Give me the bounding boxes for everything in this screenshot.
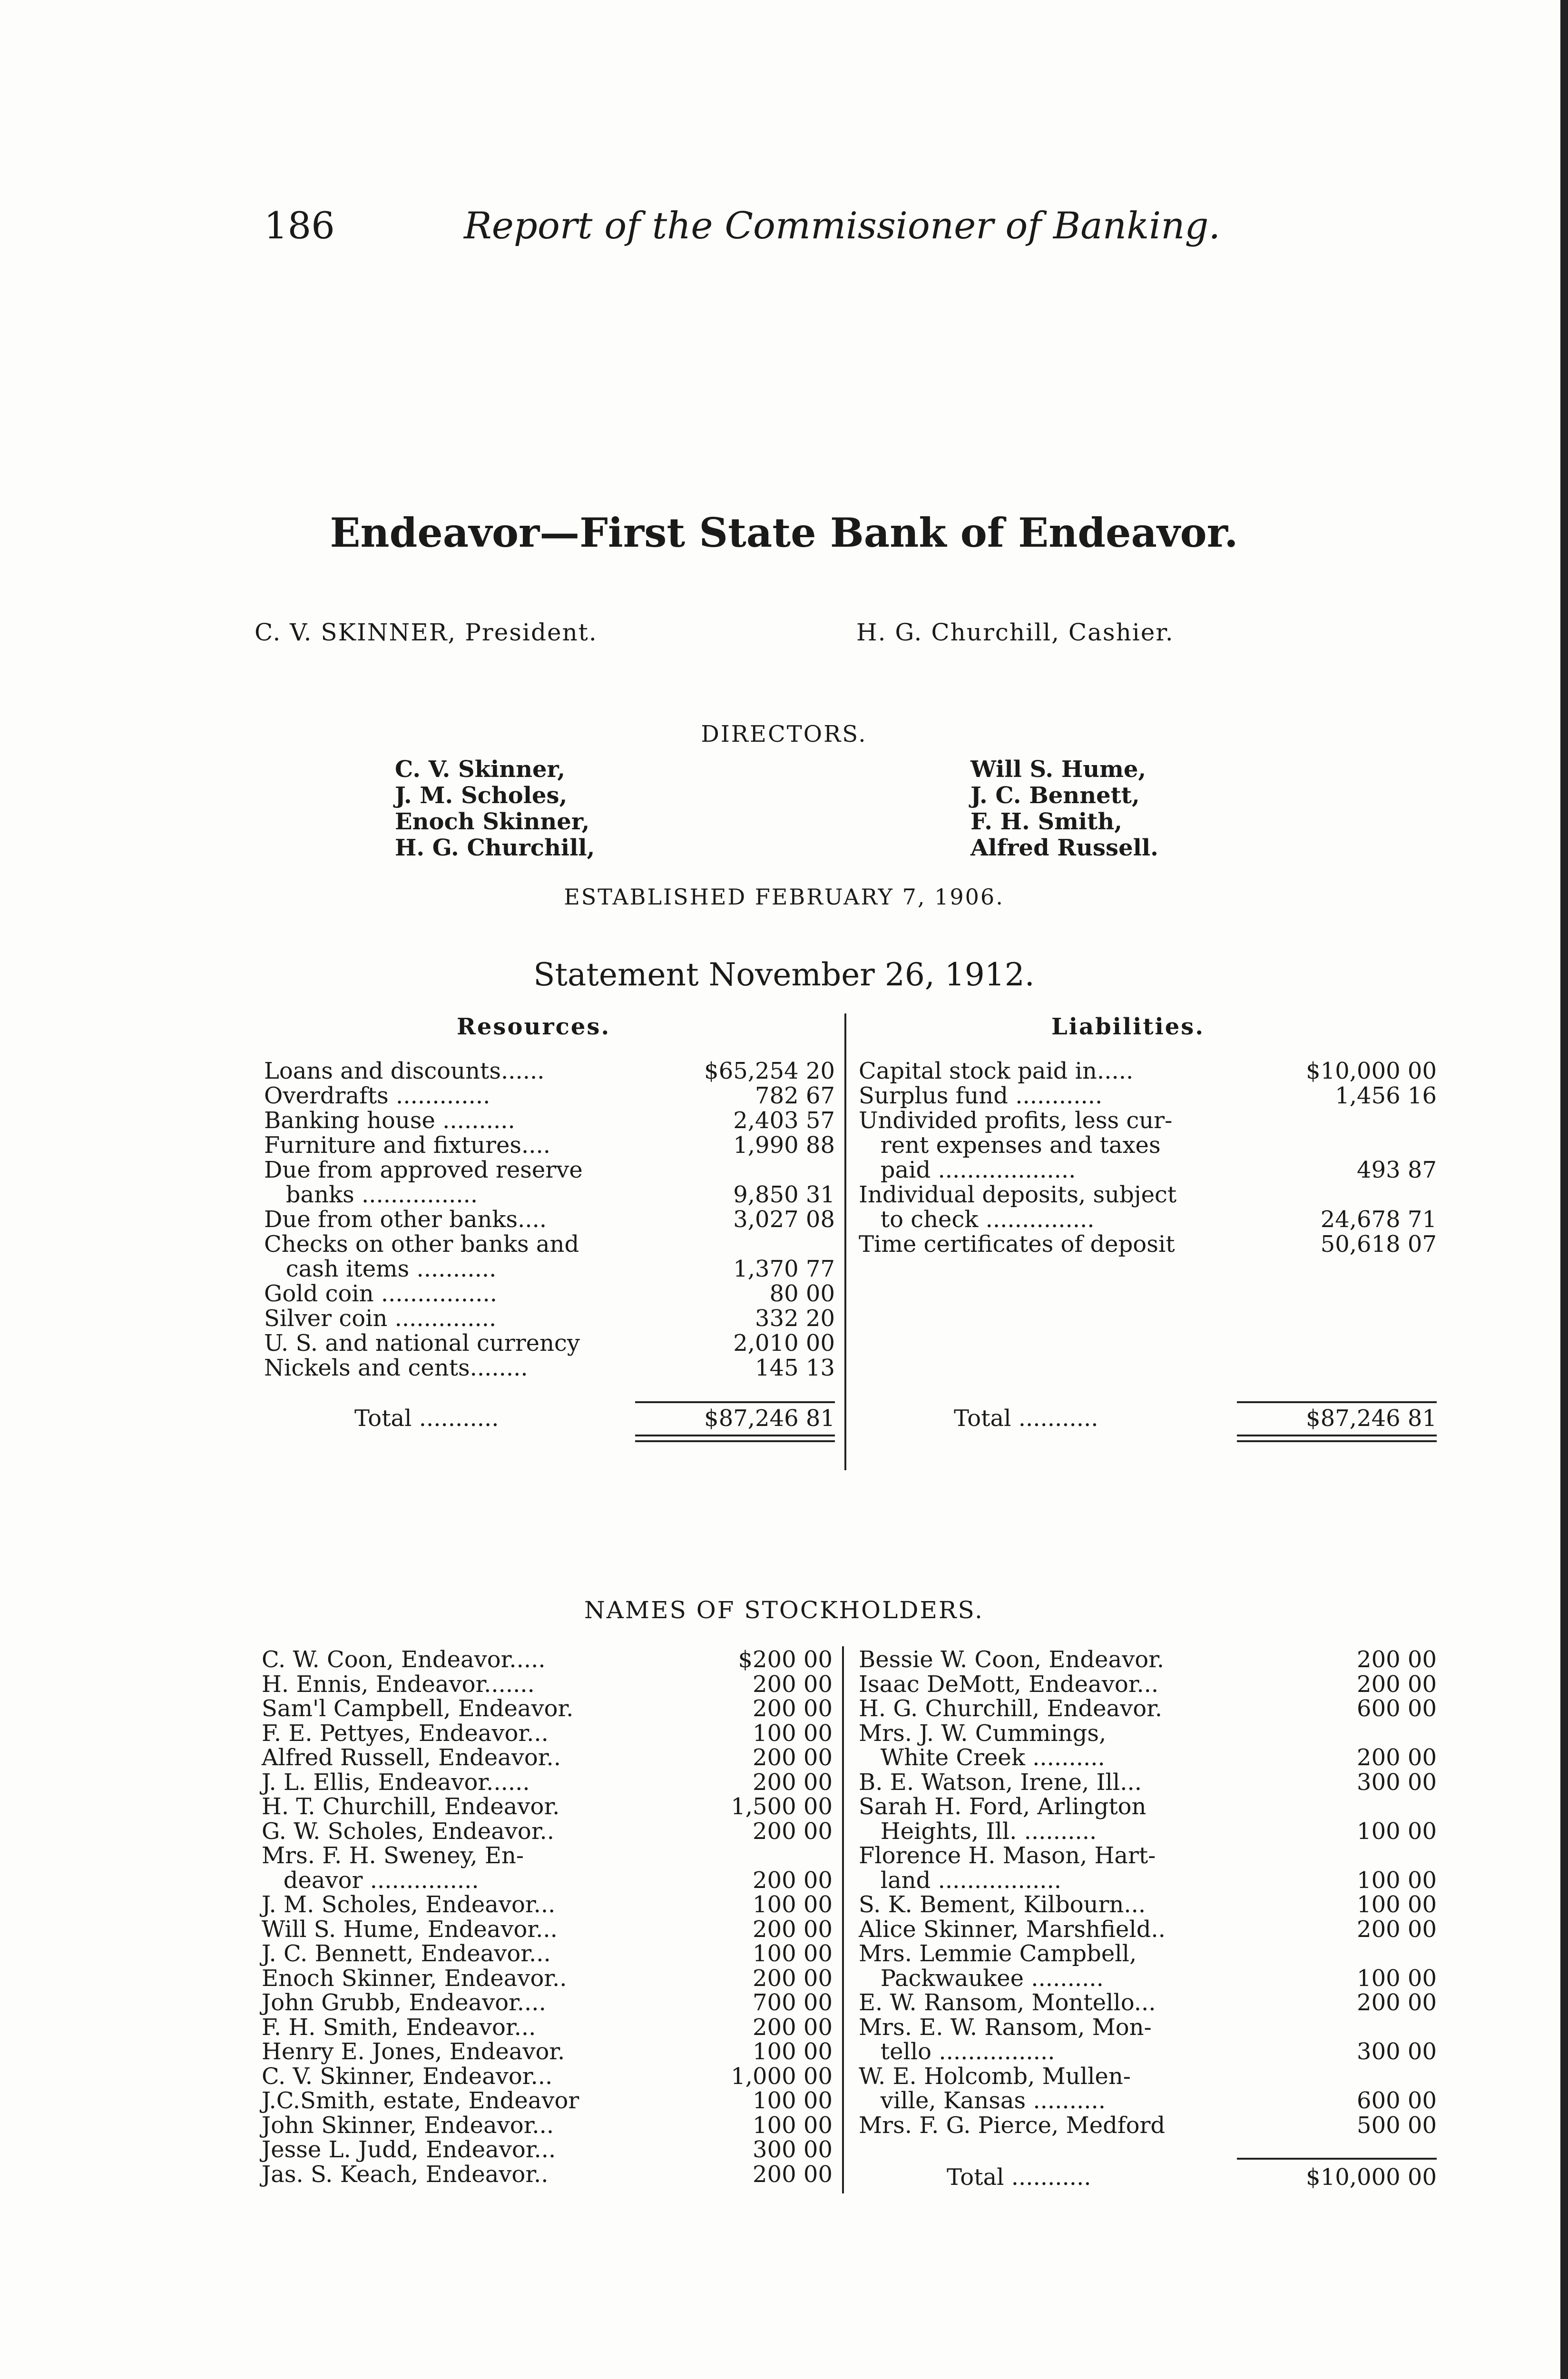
row-label: cash items ........... xyxy=(264,1256,497,1282)
scan-page-edge xyxy=(1560,0,1568,2379)
row-amount: 9,850 31 xyxy=(733,1181,835,1208)
row-amount: 200 00 xyxy=(753,1744,833,1771)
directors-heading: DIRECTORS. xyxy=(701,721,867,747)
row-amount: 100 00 xyxy=(1357,1965,1437,1992)
row-amount: 200 00 xyxy=(1357,1646,1437,1673)
row-label: White Creek .......... xyxy=(859,1744,1105,1771)
table-row xyxy=(262,2088,833,2113)
liabilities-heading: Liabilities. xyxy=(1051,1013,1205,1040)
row-label: Florence H. Mason, Hart- xyxy=(859,1842,1156,1869)
stockholders-divider xyxy=(842,1646,844,2193)
row-amount: 600 00 xyxy=(1357,1695,1437,1722)
table-row xyxy=(264,1356,835,1380)
row-amount: 600 00 xyxy=(1357,2087,1437,2114)
row-label: C. W. Coon, Endeavor..... xyxy=(262,1646,546,1673)
row-label: Gold coin ................ xyxy=(264,1280,498,1307)
row-label: F. E. Pettyes, Endeavor... xyxy=(262,1720,549,1747)
table-row xyxy=(262,1721,833,1746)
stockholders-total-row xyxy=(947,2165,1437,2190)
table-row xyxy=(262,1770,833,1795)
row-label: banks ................ xyxy=(264,1181,478,1208)
table-row xyxy=(859,1182,1437,1207)
row-amount: 50,618 07 xyxy=(1320,1231,1437,1258)
row-label: Mrs. E. W. Ransom, Mon- xyxy=(859,2014,1152,2041)
table-row xyxy=(859,2113,1437,2138)
row-amount: 100 00 xyxy=(753,1720,833,1747)
table-row xyxy=(262,2113,833,2138)
row-amount: 1,990 88 xyxy=(733,1132,835,1159)
table-row xyxy=(859,1059,1437,1083)
row-label: Alfred Russell, Endeavor.. xyxy=(262,1744,561,1771)
table-row xyxy=(859,1941,1437,1966)
row-label: Mrs. F. G. Pierce, Medford xyxy=(859,2112,1166,2139)
row-label: tello ................ xyxy=(859,2038,1055,2065)
director: F. H. Smith, xyxy=(970,808,1122,835)
row-label: John Grubb, Endeavor.... xyxy=(262,1989,546,2016)
row-amount: 100 00 xyxy=(1357,1818,1437,1845)
table-row xyxy=(262,2162,833,2187)
row-label: Bessie W. Coon, Endeavor. xyxy=(859,1646,1165,1673)
row-label: H. G. Churchill, Endeavor. xyxy=(859,1695,1163,1722)
resources-double-rule xyxy=(635,1435,835,1442)
row-label: S. K. Bement, Kilbourn... xyxy=(859,1891,1146,1918)
table-row xyxy=(262,1843,833,1868)
table-row xyxy=(859,1232,1437,1257)
director: J. C. Bennett, xyxy=(970,782,1140,809)
row-amount: 3,027 08 xyxy=(733,1206,835,1233)
table-row xyxy=(859,1133,1437,1158)
table-row xyxy=(859,1745,1437,1770)
row-amount: 100 00 xyxy=(753,2112,833,2139)
resources-total-row xyxy=(354,1406,835,1431)
table-row xyxy=(859,1207,1437,1232)
page-number: 186 xyxy=(264,205,335,247)
row-amount: 2,010 00 xyxy=(733,1330,835,1357)
row-amount: 1,500 00 xyxy=(731,1793,833,1820)
row-amount: 200 00 xyxy=(1357,1916,1437,1943)
row-label: G. W. Scholes, Endeavor.. xyxy=(262,1818,554,1845)
row-label: Mrs. Lemmie Campbell, xyxy=(859,1940,1137,1967)
table-row xyxy=(264,1059,835,1083)
row-label: Mrs. J. W. Cummings, xyxy=(859,1720,1107,1747)
row-amount: 80 00 xyxy=(769,1280,835,1307)
table-row xyxy=(264,1207,835,1232)
director: Alfred Russell. xyxy=(970,835,1158,861)
table-row xyxy=(262,1917,833,1942)
row-label: Due from approved reserve xyxy=(264,1157,583,1183)
row-amount: 200 00 xyxy=(753,2161,833,2188)
director: H. G. Churchill, xyxy=(395,835,595,861)
table-row xyxy=(859,1794,1437,1819)
liabilities-total: $87,246 81 xyxy=(1306,1405,1437,1432)
row-amount: 200 00 xyxy=(753,1965,833,1992)
table-row xyxy=(859,1672,1437,1697)
row-label: rent expenses and taxes xyxy=(859,1132,1161,1159)
running-title: Report of the Commissioner of Banking. xyxy=(464,205,1221,247)
stockholders-total-rule xyxy=(1237,2158,1437,2160)
row-amount: 700 00 xyxy=(753,1989,833,2016)
row-label: Surplus fund ............ xyxy=(859,1082,1103,1109)
table-row xyxy=(262,1745,833,1770)
table-row xyxy=(262,1672,833,1697)
row-amount: 782 67 xyxy=(755,1082,835,1109)
row-amount: $200 00 xyxy=(738,1646,833,1673)
liabilities-total-rule xyxy=(1237,1401,1437,1403)
row-label: Capital stock paid in..... xyxy=(859,1058,1134,1084)
director: Will S. Hume, xyxy=(970,756,1147,783)
row-label: Checks on other banks and xyxy=(264,1231,579,1258)
table-row xyxy=(262,1696,833,1721)
table-row xyxy=(859,1696,1437,1721)
table-row xyxy=(264,1158,835,1182)
row-label: Individual deposits, subject xyxy=(859,1181,1177,1208)
liabilities-total-row xyxy=(954,1406,1437,1431)
table-row xyxy=(859,1917,1437,1942)
column-divider xyxy=(844,1013,846,1470)
row-amount: 200 00 xyxy=(753,1695,833,1722)
row-label: Sarah H. Ford, Arlington xyxy=(859,1793,1147,1820)
bank-title: Endeavor—First State Bank of Endeavor. xyxy=(330,509,1238,556)
stockholders-total-label: Total ........... xyxy=(947,2164,1091,2191)
resources-heading: Resources. xyxy=(457,1013,611,1040)
table-row xyxy=(859,1819,1437,1844)
row-label: J. M. Scholes, Endeavor... xyxy=(262,1891,556,1918)
table-row xyxy=(859,2015,1437,2040)
table-row xyxy=(262,1892,833,1917)
row-label: deavor ............... xyxy=(262,1867,479,1894)
table-row xyxy=(264,1182,835,1207)
row-label: Heights, Ill. .......... xyxy=(859,1818,1097,1845)
row-amount: 100 00 xyxy=(753,1940,833,1967)
row-label: ville, Kansas .......... xyxy=(859,2087,1106,2114)
row-amount: 100 00 xyxy=(753,1891,833,1918)
row-label: Packwaukee .......... xyxy=(859,1965,1104,1992)
row-amount: 200 00 xyxy=(1357,1989,1437,2016)
table-row xyxy=(262,1990,833,2015)
table-row xyxy=(262,2137,833,2162)
row-amount: 200 00 xyxy=(753,1867,833,1894)
table-row xyxy=(264,1331,835,1356)
table-row xyxy=(859,1892,1437,1917)
table-row xyxy=(264,1306,835,1331)
row-label: J.C.Smith, estate, Endeavor xyxy=(262,2087,579,2114)
row-amount: 100 00 xyxy=(753,2087,833,2114)
table-row xyxy=(859,1770,1437,1795)
table-row xyxy=(264,1133,835,1158)
row-amount: 200 00 xyxy=(1357,1671,1437,1698)
row-amount: 200 00 xyxy=(753,1818,833,1845)
row-label: Jas. S. Keach, Endeavor.. xyxy=(262,2161,549,2188)
table-row xyxy=(859,1990,1437,2015)
row-amount: 500 00 xyxy=(1357,2112,1437,2139)
row-amount: $10,000 00 xyxy=(1306,1058,1437,1084)
row-amount: 332 20 xyxy=(755,1305,835,1332)
resources-total-label: Total ........... xyxy=(354,1405,499,1432)
row-label: Sam'l Campbell, Endeavor. xyxy=(262,1695,574,1722)
row-amount: 200 00 xyxy=(753,1671,833,1698)
row-label: W. E. Holcomb, Mullen- xyxy=(859,2063,1131,2090)
table-row xyxy=(859,1721,1437,1746)
row-label: Time certificates of deposit xyxy=(859,1231,1175,1258)
directors-left xyxy=(395,757,595,861)
statement-title: Statement November 26, 1912. xyxy=(533,956,1035,993)
cashier: H. G. Churchill, Cashier. xyxy=(856,619,1174,646)
table-row xyxy=(859,1868,1437,1893)
row-label: Isaac DeMott, Endeavor... xyxy=(859,1671,1159,1698)
stockholders-heading: NAMES OF STOCKHOLDERS. xyxy=(584,1596,984,1624)
row-amount: 493 87 xyxy=(1357,1157,1437,1183)
row-label: Jesse L. Judd, Endeavor... xyxy=(262,2136,556,2163)
row-amount: 2,403 57 xyxy=(733,1107,835,1134)
table-row xyxy=(859,2039,1437,2064)
table-row xyxy=(262,1647,833,1672)
table-row xyxy=(262,1966,833,1991)
row-label: E. W. Ransom, Montello... xyxy=(859,1989,1156,2016)
established-date: ESTABLISHED FEBRUARY 7, 1906. xyxy=(564,884,1004,910)
row-amount: 1,370 77 xyxy=(733,1256,835,1282)
row-label: Nickels and cents........ xyxy=(264,1355,528,1381)
row-amount: 100 00 xyxy=(1357,1867,1437,1894)
row-amount: 1,000 00 xyxy=(731,2063,833,2090)
row-label: Due from other banks.... xyxy=(264,1206,547,1233)
row-amount: 300 00 xyxy=(1357,2038,1437,2065)
row-label: Henry E. Jones, Endeavor. xyxy=(262,2038,565,2065)
row-amount: 200 00 xyxy=(753,2014,833,2041)
row-label: B. E. Watson, Irene, Ill... xyxy=(859,1769,1142,1796)
row-label: Banking house .......... xyxy=(264,1107,515,1134)
row-amount: 24,678 71 xyxy=(1320,1206,1437,1233)
table-row xyxy=(859,1108,1437,1133)
row-amount: 1,456 16 xyxy=(1335,1082,1437,1109)
row-amount: $65,254 20 xyxy=(704,1058,835,1084)
director: Enoch Skinner, xyxy=(395,808,590,835)
row-label: Undivided profits, less cur- xyxy=(859,1107,1173,1134)
row-label: Mrs. F. H. Sweney, En- xyxy=(262,1842,524,1869)
row-label: Alice Skinner, Marshfield.. xyxy=(859,1916,1166,1943)
row-amount: 300 00 xyxy=(753,2136,833,2163)
row-label: J. C. Bennett, Endeavor... xyxy=(262,1940,551,1967)
row-label: Will S. Hume, Endeavor... xyxy=(262,1916,558,1943)
table-row xyxy=(264,1257,835,1281)
directors-right xyxy=(970,757,1158,861)
table-row xyxy=(262,2015,833,2040)
liabilities-total-label: Total ........... xyxy=(954,1405,1098,1432)
resources-total-rule xyxy=(635,1401,835,1403)
table-row xyxy=(859,1966,1437,1991)
row-label: H. T. Churchill, Endeavor. xyxy=(262,1793,560,1820)
liabilities-double-rule xyxy=(1237,1435,1437,1442)
table-row xyxy=(859,2064,1437,2089)
director: J. M. Scholes, xyxy=(395,782,568,809)
row-label: F. H. Smith, Endeavor... xyxy=(262,2014,536,2041)
row-amount: 300 00 xyxy=(1357,1769,1437,1796)
row-amount: 100 00 xyxy=(753,2038,833,2065)
row-label: H. Ennis, Endeavor....... xyxy=(262,1671,535,1698)
row-label: Furniture and fixtures.... xyxy=(264,1132,551,1159)
row-amount: 200 00 xyxy=(753,1916,833,1943)
table-row xyxy=(262,2064,833,2089)
table-row xyxy=(859,1843,1437,1868)
row-label: U. S. and national currency xyxy=(264,1330,580,1357)
row-amount: 200 00 xyxy=(1357,1744,1437,1771)
table-row xyxy=(262,1868,833,1893)
president: C. V. SKINNER, President. xyxy=(255,619,598,646)
row-label: Overdrafts ............. xyxy=(264,1082,490,1109)
row-label: to check ............... xyxy=(859,1206,1095,1233)
table-row xyxy=(859,1158,1437,1182)
row-amount: 145 13 xyxy=(755,1355,835,1381)
table-row xyxy=(264,1108,835,1133)
row-label: John Skinner, Endeavor... xyxy=(262,2112,554,2139)
row-label: J. L. Ellis, Endeavor...... xyxy=(262,1769,530,1796)
row-amount: 100 00 xyxy=(1357,1891,1437,1918)
row-label: land ................. xyxy=(859,1867,1062,1894)
table-row xyxy=(264,1281,835,1306)
row-label: Loans and discounts...... xyxy=(264,1058,545,1084)
table-row xyxy=(264,1083,835,1108)
table-row xyxy=(264,1232,835,1257)
table-row xyxy=(262,1794,833,1819)
stockholders-total: $10,000 00 xyxy=(1306,2164,1437,2191)
row-label: Enoch Skinner, Endeavor.. xyxy=(262,1965,567,1992)
director: C. V. Skinner, xyxy=(395,756,566,783)
table-row xyxy=(262,1819,833,1844)
row-amount: 200 00 xyxy=(753,1769,833,1796)
row-label: paid ................... xyxy=(859,1157,1076,1183)
table-row xyxy=(859,1647,1437,1672)
row-label: Silver coin .............. xyxy=(264,1305,497,1332)
table-row xyxy=(262,2039,833,2064)
table-row xyxy=(859,2088,1437,2113)
row-label: C. V. Skinner, Endeavor... xyxy=(262,2063,553,2090)
table-row xyxy=(262,1941,833,1966)
resources-total: $87,246 81 xyxy=(704,1405,835,1432)
table-row xyxy=(859,1083,1437,1108)
